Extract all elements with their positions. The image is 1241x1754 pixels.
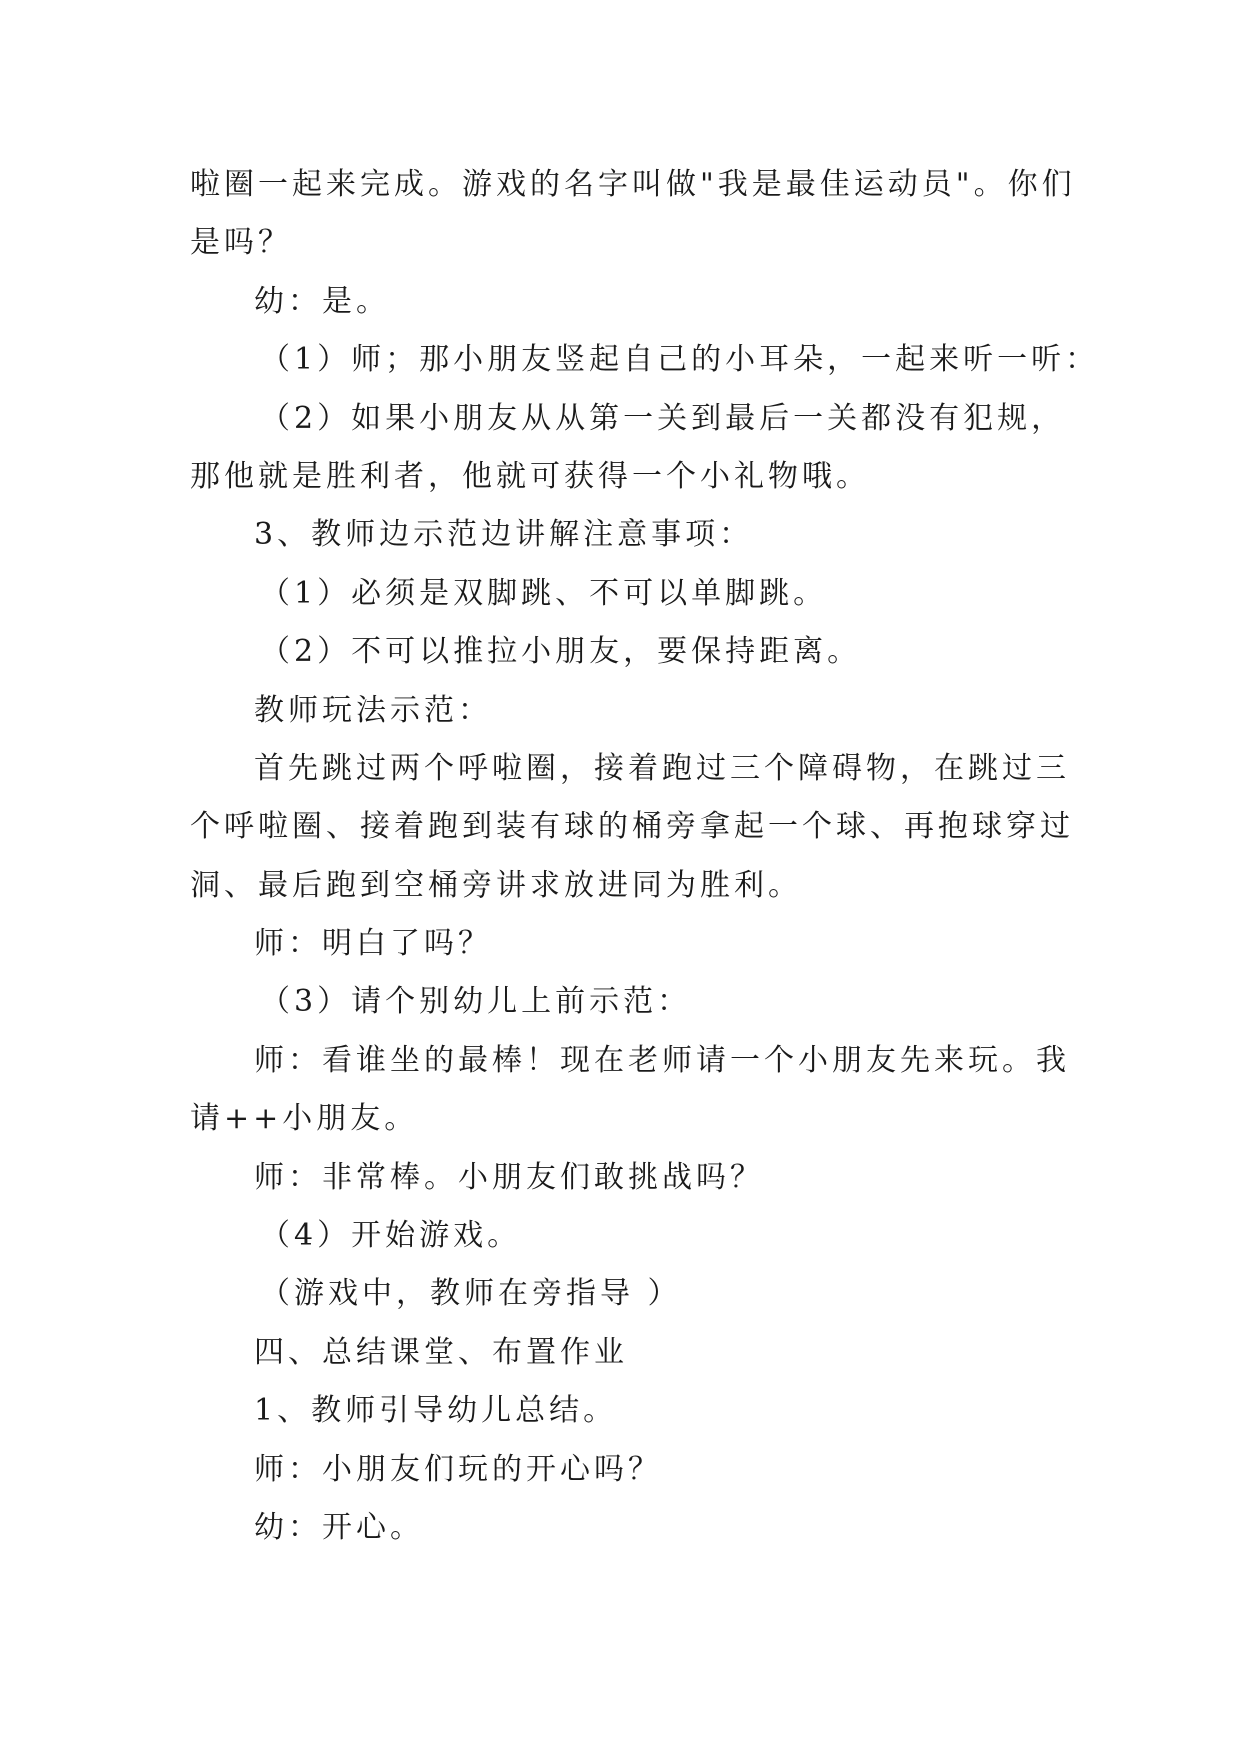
- paragraph-line: 那他就是胜利者，他就可获得一个小礼物哦。: [190, 458, 870, 494]
- paragraph-line: 1、教师引导幼儿总结。: [254, 1393, 618, 1429]
- paragraph-line: 啦圈一起来完成。游戏的名字叫做"我是最佳运动员"。你们: [190, 167, 1076, 202]
- paragraph-line: （2）不可以推拉小朋友，要保持距离。: [260, 634, 862, 670]
- paragraph-line: 幼：是。: [254, 283, 390, 319]
- paragraph-line: 请++小朋友。: [190, 1101, 419, 1137]
- document-body: [190, 156, 1100, 1557]
- section-heading: 四、总结课堂、布置作业: [254, 1334, 628, 1370]
- paragraph-line: （3）请个别幼儿上前示范：: [260, 984, 692, 1020]
- paragraph-line: （2）如果小朋友从从第一关到最后一关都没有犯规，: [260, 400, 1066, 436]
- paragraph-line: 教师玩法示范：: [254, 692, 492, 728]
- paragraph-line: 是吗？: [190, 225, 292, 261]
- paragraph-line: （4）开始游戏。: [260, 1218, 522, 1254]
- paragraph-line: 师：非常棒。小朋友们敢挑战吗？: [254, 1159, 764, 1195]
- paragraph-line: 洞、最后跑到空桶旁讲求放进同为胜利。: [190, 867, 802, 903]
- paragraph-line: 师：看谁坐的最棒！现在老师请一个小朋友先来玩。我: [254, 1042, 1070, 1078]
- paragraph-line: 师：明白了吗？: [254, 926, 492, 962]
- paragraph-line: （游戏中，教师在旁指导 ）: [260, 1276, 682, 1312]
- paragraph-line: 3、教师边示范边讲解注意事项：: [254, 517, 754, 553]
- paragraph-line: 幼：开心。: [254, 1509, 424, 1545]
- paragraph-line: 个呼啦圈、接着跑到装有球的桶旁拿起一个球、再抱球穿过: [190, 809, 1074, 845]
- paragraph-line: （1）师；那小朋友竖起自己的小耳朵，一起来听一听：: [260, 342, 1100, 378]
- paragraph-line: 师：小朋友们玩的开心吗？: [254, 1451, 662, 1487]
- paragraph-line: 首先跳过两个呼啦圈，接着跑过三个障碍物，在跳过三: [254, 750, 1070, 786]
- paragraph-line: （1）必须是双脚跳、不可以单脚跳。: [260, 575, 828, 611]
